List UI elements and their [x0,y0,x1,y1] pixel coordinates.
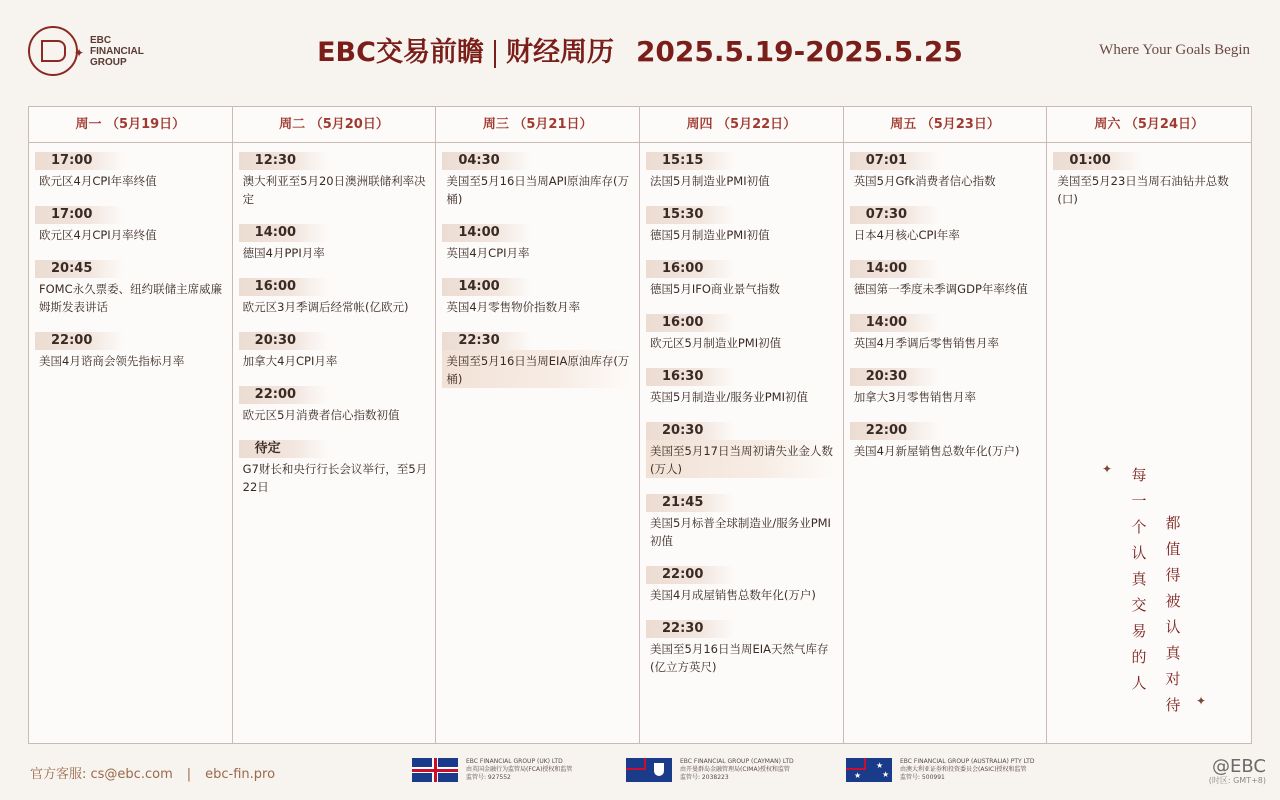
regulator-name: EBC FINANCIAL GROUP (AUSTRALIA) PTY LTD [900,758,1035,765]
event-item [646,491,837,550]
event-description: 加拿大4月CPI月率 [242,354,338,368]
regulator-desc: 由澳大利亚证券和投资委员会(ASIC)授权和监管 [900,766,1027,773]
event-item [646,563,837,604]
event-description: 英国4月CPI月率 [446,246,530,260]
event-time: 14:00 [239,224,329,242]
event-list [844,143,1047,460]
event-time: 22:00 [35,332,125,350]
event-item [1053,149,1245,208]
event-time: 20:30 [239,332,329,350]
timezone-note: (时区: GMT+8) [1208,776,1266,785]
event-description: 英国4月零售物价指数月率 [446,300,581,314]
event-time: 22:30 [646,620,736,638]
event-item [442,275,633,316]
day-header: 周一 （5月19日） [29,107,232,143]
event-time: 22:00 [646,566,736,584]
regulator-cayman [626,758,794,782]
weekly-calendar [28,106,1252,744]
regulator-australia [846,758,1034,782]
event-description: 英国5月制造业/服务业PMI初值 [650,390,808,404]
event-list [233,143,436,496]
regulator-name: EBC FINANCIAL GROUP (UK) LTD [466,758,563,765]
event-description: 欧元区5月制造业PMI初值 [650,336,782,350]
sparkle-icon: ✦ [1196,694,1207,708]
event-item [442,221,633,262]
footer-separator: | [186,767,192,782]
day-header: 周六 （5月24日） [1047,107,1251,143]
event-time: 17:00 [35,152,125,170]
event-description: 美国4月新屋销售总数年化(万户) [853,444,1020,458]
event-time: 07:01 [850,152,940,170]
event-description: 德国4月PPI月率 [242,246,325,260]
event-item [850,149,1041,190]
event-time: 22:00 [850,422,940,440]
event-description: 美国至5月16日当周EIA天然气库存(亿立方英尺) [650,642,829,674]
event-item [646,365,837,406]
watermark: @EBC [1212,756,1266,777]
regulator-uk [412,758,572,782]
logo-line-3: GROUP [90,56,127,68]
event-description: 加拿大3月零售销售月率 [853,390,977,404]
event-description: 美国4月谘商会领先指标月率 [39,354,185,368]
event-description: 德国5月制造业PMI初值 [650,228,770,242]
event-time: 01:00 [1053,152,1143,170]
regulator-desc: 由英国金融行为监管局(FCA)授权和监管 [466,766,573,773]
event-item [850,257,1041,298]
event-description: 德国第一季度未季调GDP年率终值 [853,282,1028,296]
contact-info [30,763,275,782]
vertical-slogan-2: 都值得被认真对待 [1165,514,1181,714]
event-description: 美国4月成屋销售总数年化(万户) [650,588,816,602]
brand-slogan: Where Your Goals Begin [1099,42,1250,58]
day-header: 周四 （5月22日） [640,107,843,143]
title-sub: 财经周历 [505,37,614,68]
day-column [436,107,640,743]
event-item [646,419,837,478]
australia-flag-icon: ★ ★ ★ [846,758,892,782]
vertical-slogan-1: 每一个认真交易的人 [1131,466,1147,692]
event-description: 日本4月核心CPI年率 [853,228,960,242]
regulator-number: 监管号: 927552 [466,774,511,781]
event-list [1047,143,1251,208]
day-header: 周三 （5月21日） [436,107,639,143]
event-description: 英国4月季调后零售销售月率 [853,336,1000,350]
regulator-number: 监管号: 2038223 [680,774,729,781]
event-description: 美国至5月16日当周EIA原油库存(万桶) [442,350,633,388]
event-description: 德国5月IFO商业景气指数 [650,282,780,296]
event-time: 16:30 [646,368,736,386]
event-time: 14:00 [850,260,940,278]
event-item [239,275,430,316]
event-item [442,329,633,388]
event-item [239,221,430,262]
contact-email[interactable]: 官方客服: cs@ebc.com [30,767,173,782]
event-time: 21:45 [646,494,736,512]
title-dates: 2025.5.19-2025.5.25 [635,35,963,68]
event-item [35,149,226,190]
day-column [844,107,1048,743]
event-description: 美国5月标普全球制造业/服务业PMI初值 [650,516,831,548]
event-list [640,143,843,676]
event-description: 美国至5月17日当周初请失业金人数(万人) [646,440,837,478]
event-description: 法国5月制造业PMI初值 [650,174,770,188]
day-column [233,107,437,743]
event-list [436,143,639,388]
event-item [442,149,633,208]
sparkle-icon: ✦ [1102,462,1113,476]
event-item [850,203,1041,244]
event-time: 04:30 [442,152,532,170]
event-item [239,329,430,370]
event-time: 17:00 [35,206,125,224]
event-time: 22:00 [239,386,329,404]
event-description: 欧元区4月CPI月率终值 [39,228,157,242]
event-time: 14:00 [850,314,940,332]
event-item [850,311,1041,352]
event-time: 07:30 [850,206,940,224]
event-item [35,329,226,370]
event-item [35,257,226,316]
event-item [646,203,837,244]
event-item [646,149,837,190]
event-time: 20:30 [850,368,940,386]
event-time: 16:00 [239,278,329,296]
day-column [640,107,844,743]
regulator-number: 监管号: 500991 [900,774,945,781]
regulator-desc: 由开曼群岛金融管理局(CIMA)授权和监管 [680,766,790,773]
event-time: 22:30 [442,332,532,350]
event-item [850,419,1041,460]
event-description: 澳大利亚至5月20日澳洲联储利率决定 [242,174,426,206]
event-time: 15:15 [646,152,736,170]
regulator-name: EBC FINANCIAL GROUP (CAYMAN) LTD [680,758,794,765]
cayman-flag-icon [626,758,672,782]
event-list [29,143,232,370]
event-description: G7财长和央行行长会议举行，至5月22日 [242,462,428,494]
event-time: 12:30 [239,152,329,170]
event-item [646,617,837,676]
day-column [29,107,233,743]
event-time: 14:00 [442,224,532,242]
website-link[interactable]: ebc-fin.pro [205,767,276,782]
event-time: 14:00 [442,278,532,296]
uk-flag-icon [412,758,458,782]
event-time: 16:00 [646,314,736,332]
day-header: 周二 （5月20日） [233,107,436,143]
event-time: 待定 [239,440,329,458]
title-main: EBC交易前瞻 [317,37,484,68]
page-title [0,30,1280,69]
logo-line-2: FINANCIAL [90,45,144,57]
event-description: 欧元区3月季调后经常帐(亿欧元) [242,300,409,314]
event-time: 20:30 [646,422,736,440]
event-description: 欧元区5月消费者信心指数初值 [242,408,400,422]
event-item [35,203,226,244]
ebc-logo-icon: ✦ [28,26,78,76]
title-divider [494,40,496,68]
day-header: 周五 （5月23日） [844,107,1047,143]
event-description: FOMC永久票委、纽约联储主席威廉姆斯发表讲话 [39,282,223,314]
event-item [850,365,1041,406]
event-description: 英国5月Gfk消费者信心指数 [853,174,996,188]
event-item [646,257,837,298]
event-item [239,437,430,496]
event-item [239,383,430,424]
event-item [239,149,430,208]
event-time: 20:45 [35,260,125,278]
event-description: 美国至5月16日当周API原油库存(万桶) [446,174,629,206]
event-time: 15:30 [646,206,736,224]
event-time: 16:00 [646,260,736,278]
event-item [646,311,837,352]
logo-line-1: EBC [90,34,112,46]
event-description: 欧元区4月CPI年率终值 [39,174,157,188]
event-description: 美国至5月23日当周石油钻井总数(口) [1057,174,1229,206]
